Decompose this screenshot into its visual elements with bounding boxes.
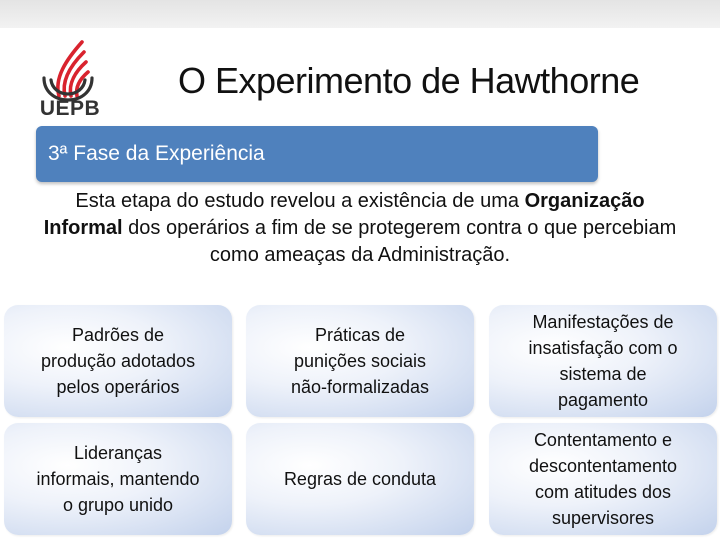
phase-banner [36, 126, 598, 182]
box-manifestacoes-insatisfacao [489, 305, 717, 417]
box-line: pelos operários [56, 377, 180, 397]
top-bar [0, 0, 720, 28]
box-line: punições sociais [293, 351, 427, 371]
box-line: com atitudes dos [534, 482, 672, 502]
box-line: informais, mantendo [36, 469, 200, 489]
intro-text-before: Esta etapa do estudo revelou a existência de uma [75, 190, 525, 212]
box-line: não-formalizadas [290, 377, 430, 397]
box-line: sistema de [559, 364, 647, 384]
box-contentamento [489, 423, 717, 535]
box-line: Práticas de [314, 325, 406, 345]
box-line: Manifestações de [532, 312, 674, 332]
box-line: Regras de conduta [283, 469, 437, 489]
intro-paragraph [40, 188, 680, 269]
logo-text: UEPB [39, 97, 101, 120]
box-line: produção adotados [40, 351, 196, 371]
intro-emphasis: Organização Informal [43, 190, 645, 239]
box-line: o grupo unido [62, 495, 174, 515]
box-liderancas-informais [4, 423, 232, 535]
box-praticas-punicoes [246, 305, 474, 417]
page-title: O Experimento de Hawthorne [178, 60, 640, 101]
box-line: Padrões de [71, 325, 165, 345]
box-regras-conduta [246, 423, 474, 535]
box-line: Lideranças [73, 443, 163, 463]
box-line: Contentamento e [533, 430, 673, 450]
box-line: insatisfação com o [528, 338, 678, 358]
intro-text-after: dos operários a fim de se protegerem contra o que percebiam como ameaças da Administração. [122, 217, 677, 266]
box-line: supervisores [551, 508, 655, 528]
box-line: pagamento [557, 390, 649, 410]
phase-title: 3ª Fase da Experiência [48, 142, 265, 165]
box-padroes-producao [4, 305, 232, 417]
box-line: descontentamento [528, 456, 678, 476]
